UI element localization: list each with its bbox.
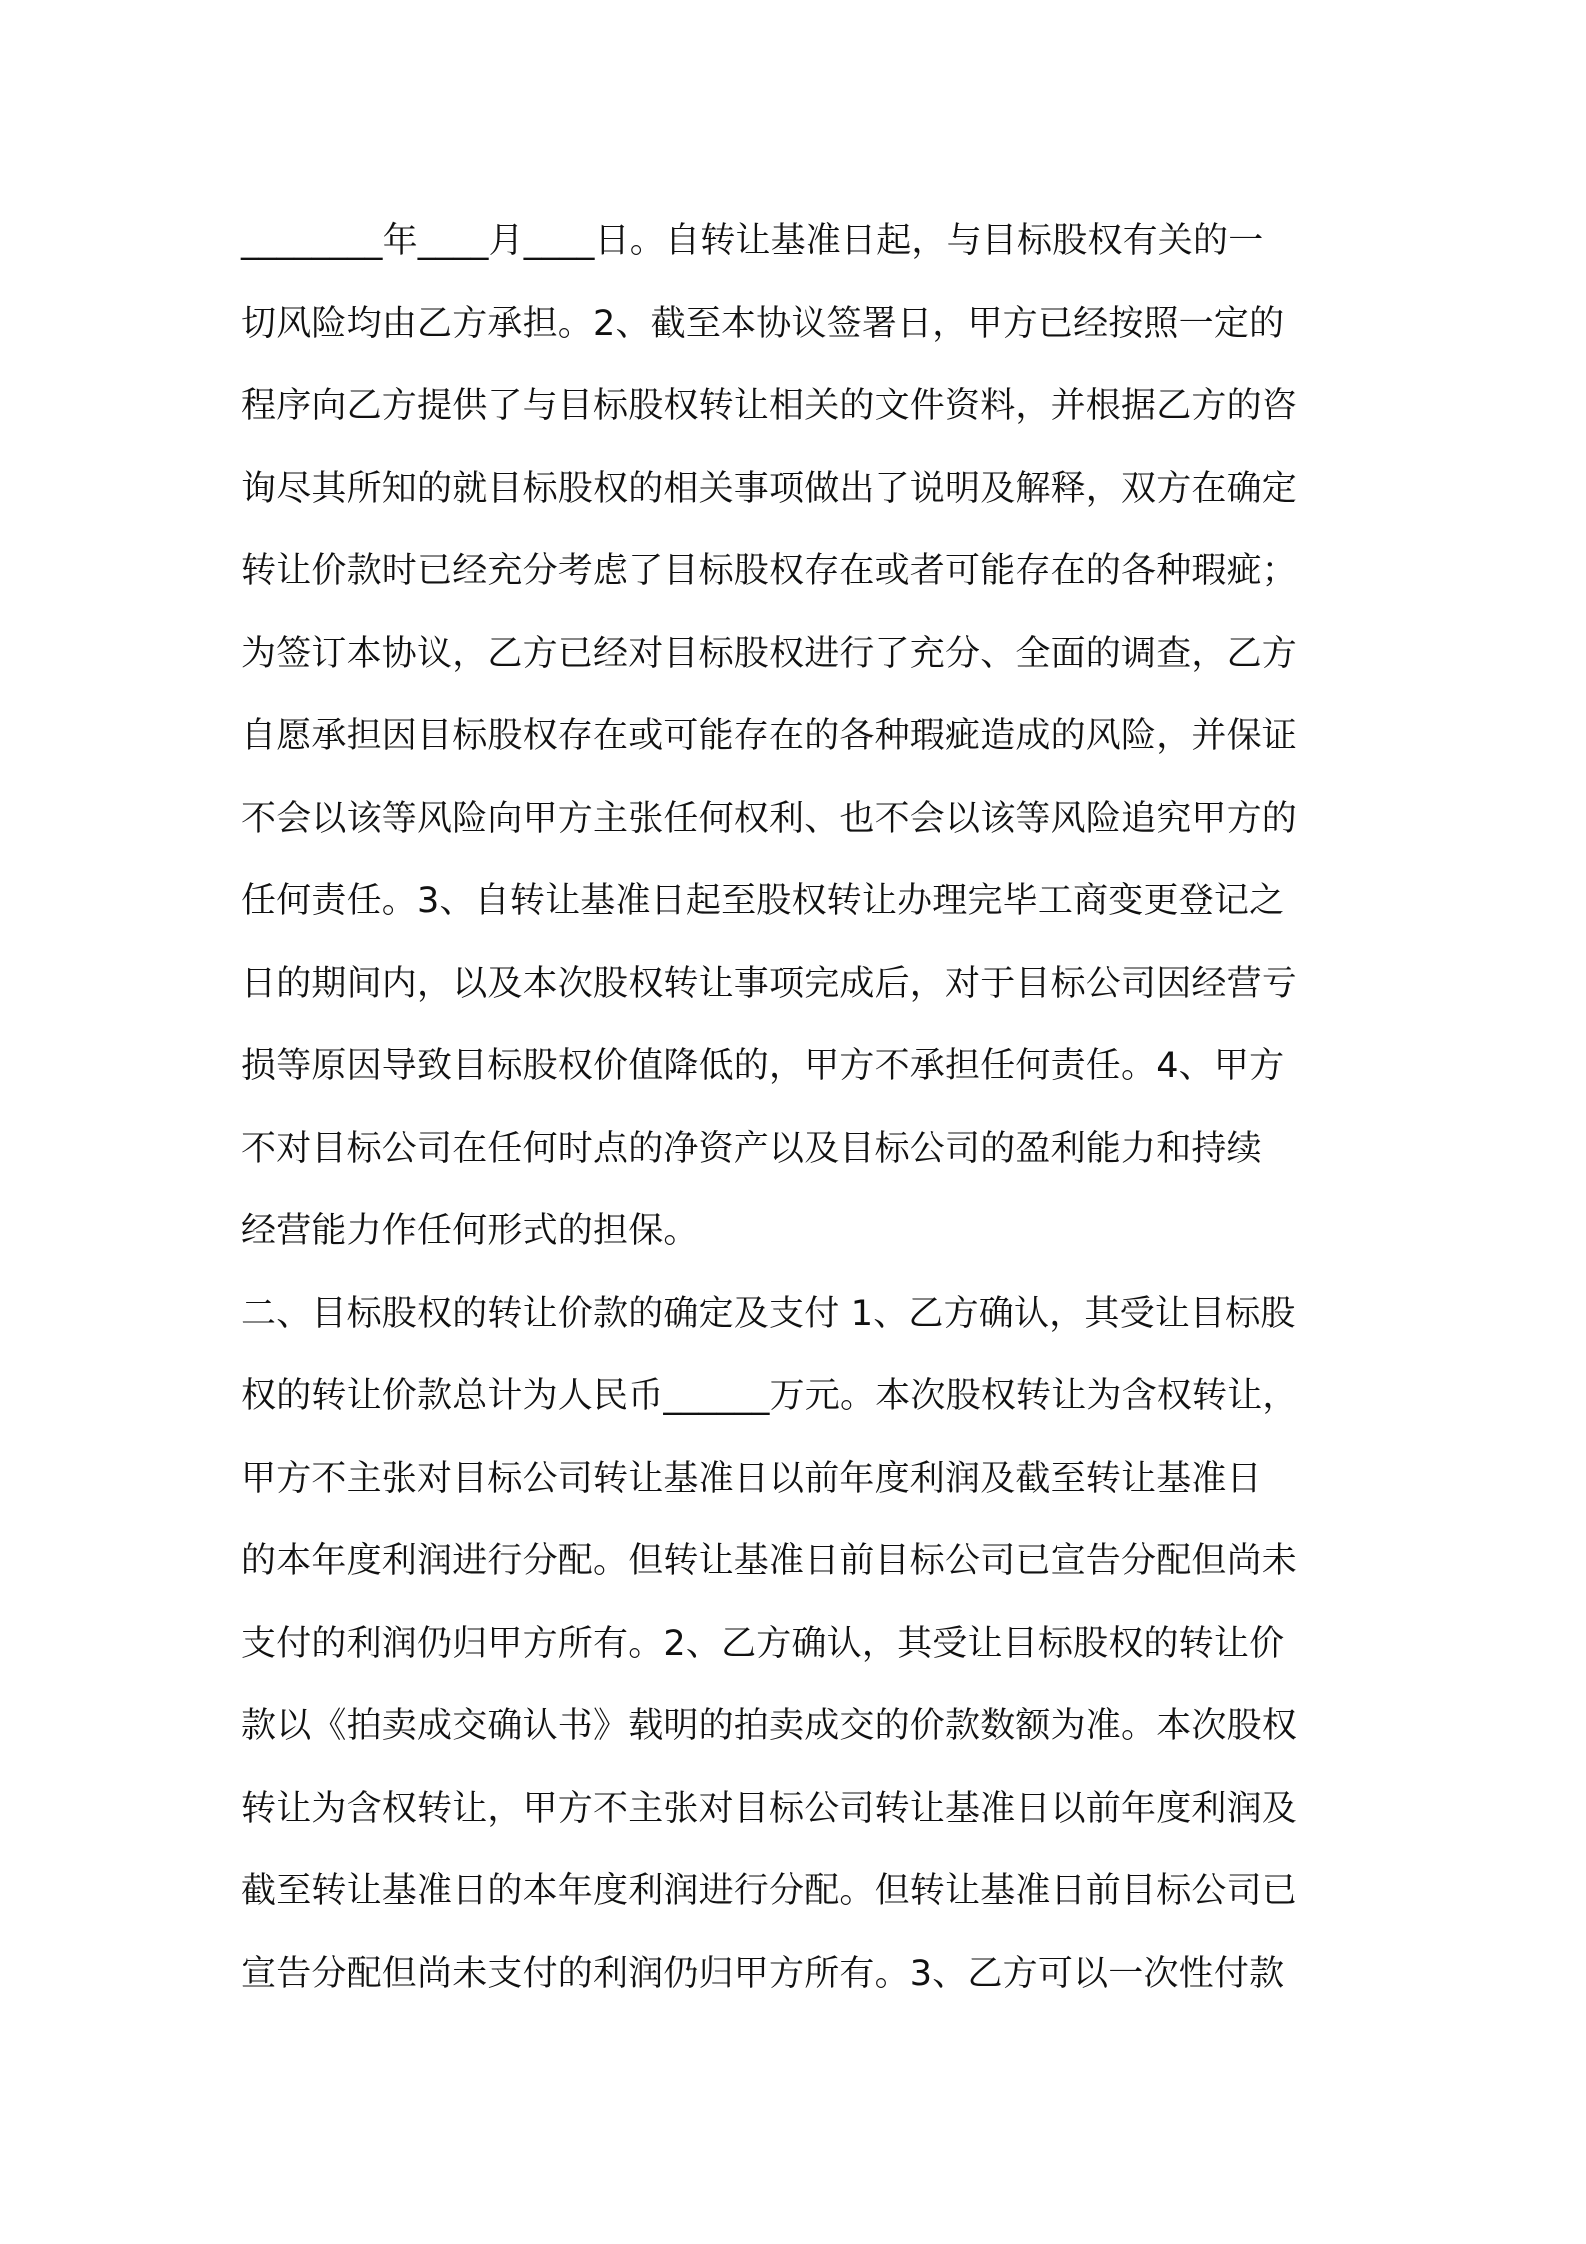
text-line: 日的期间内，以及本次股权转让事项完成后，对于目标公司因经营亏	[241, 963, 1298, 1004]
text-line: 转让价款时已经充分考虑了目标股权存在或者可能存在的各种瑕疵；	[241, 551, 1298, 591]
text-line: 自愿承担因目标股权存在或可能存在的各种瑕疵造成的风险，并保证	[241, 716, 1298, 756]
text-line: 甲方不主张对目标公司转让基准日以前年度利润及截至转让基准日	[241, 1458, 1262, 1499]
text-line: 支付的利润仍归甲方所有。2、乙方确认，其受让目标股权的转让价	[241, 1623, 1285, 1664]
text-line: 经营能力作任何形式的担保。	[241, 1211, 699, 1251]
text-line: 程序向乙方提供了与目标股权转让相关的文件资料，并根据乙方的咨	[241, 386, 1298, 426]
text-line: 转让为含权转让，甲方不主张对目标公司转让基准日以前年度利润及	[241, 1788, 1298, 1829]
text-line: 的本年度利润进行分配。但转让基准日前目标公司已宣告分配但尚未	[241, 1541, 1298, 1581]
text-line: 权的转让价款总计为人民币______万元。本次股权转让为含权转让，	[241, 1376, 1298, 1416]
text-line: 损等原因导致目标股权价值降低的，甲方不承担任何责任。4、甲方	[241, 1046, 1285, 1086]
text-line: 截至转让基准日的本年度利润进行分配。但转让基准日前目标公司已	[241, 1871, 1298, 1911]
text-line: 不对目标公司在任何时点的净资产以及目标公司的盈利能力和持续	[241, 1128, 1262, 1169]
document-body	[241, 200, 1361, 2015]
section-heading-line: 二、目标股权的转让价款的确定及支付 1、乙方确认，其受让目标股	[241, 1293, 1296, 1334]
text-line: 宣告分配但尚未支付的利润仍归甲方所有。3、乙方可以一次性付款	[241, 1953, 1285, 1994]
text-line: 款以《拍卖成交确认书》载明的拍卖成交的价款数额为准。本次股权	[241, 1706, 1298, 1746]
text-line: 询尽其所知的就目标股权的相关事项做出了说明及解释，双方在确定	[241, 468, 1298, 509]
text-line: 为签订本协议，乙方已经对目标股权进行了充分、全面的调查，乙方	[241, 633, 1298, 674]
text-line: 切风险均由乙方承担。2、截至本协议签署日，甲方已经按照一定的	[241, 303, 1285, 344]
text-line: 任何责任。3、自转让基准日起至股权转让办理完毕工商变更登记之	[241, 881, 1285, 921]
text-line: ________年____月____日。自转让基准日起，与目标股权有关的一	[241, 221, 1264, 261]
text-line: 不会以该等风险向甲方主张任何权利、也不会以该等风险追究甲方的	[241, 798, 1298, 839]
